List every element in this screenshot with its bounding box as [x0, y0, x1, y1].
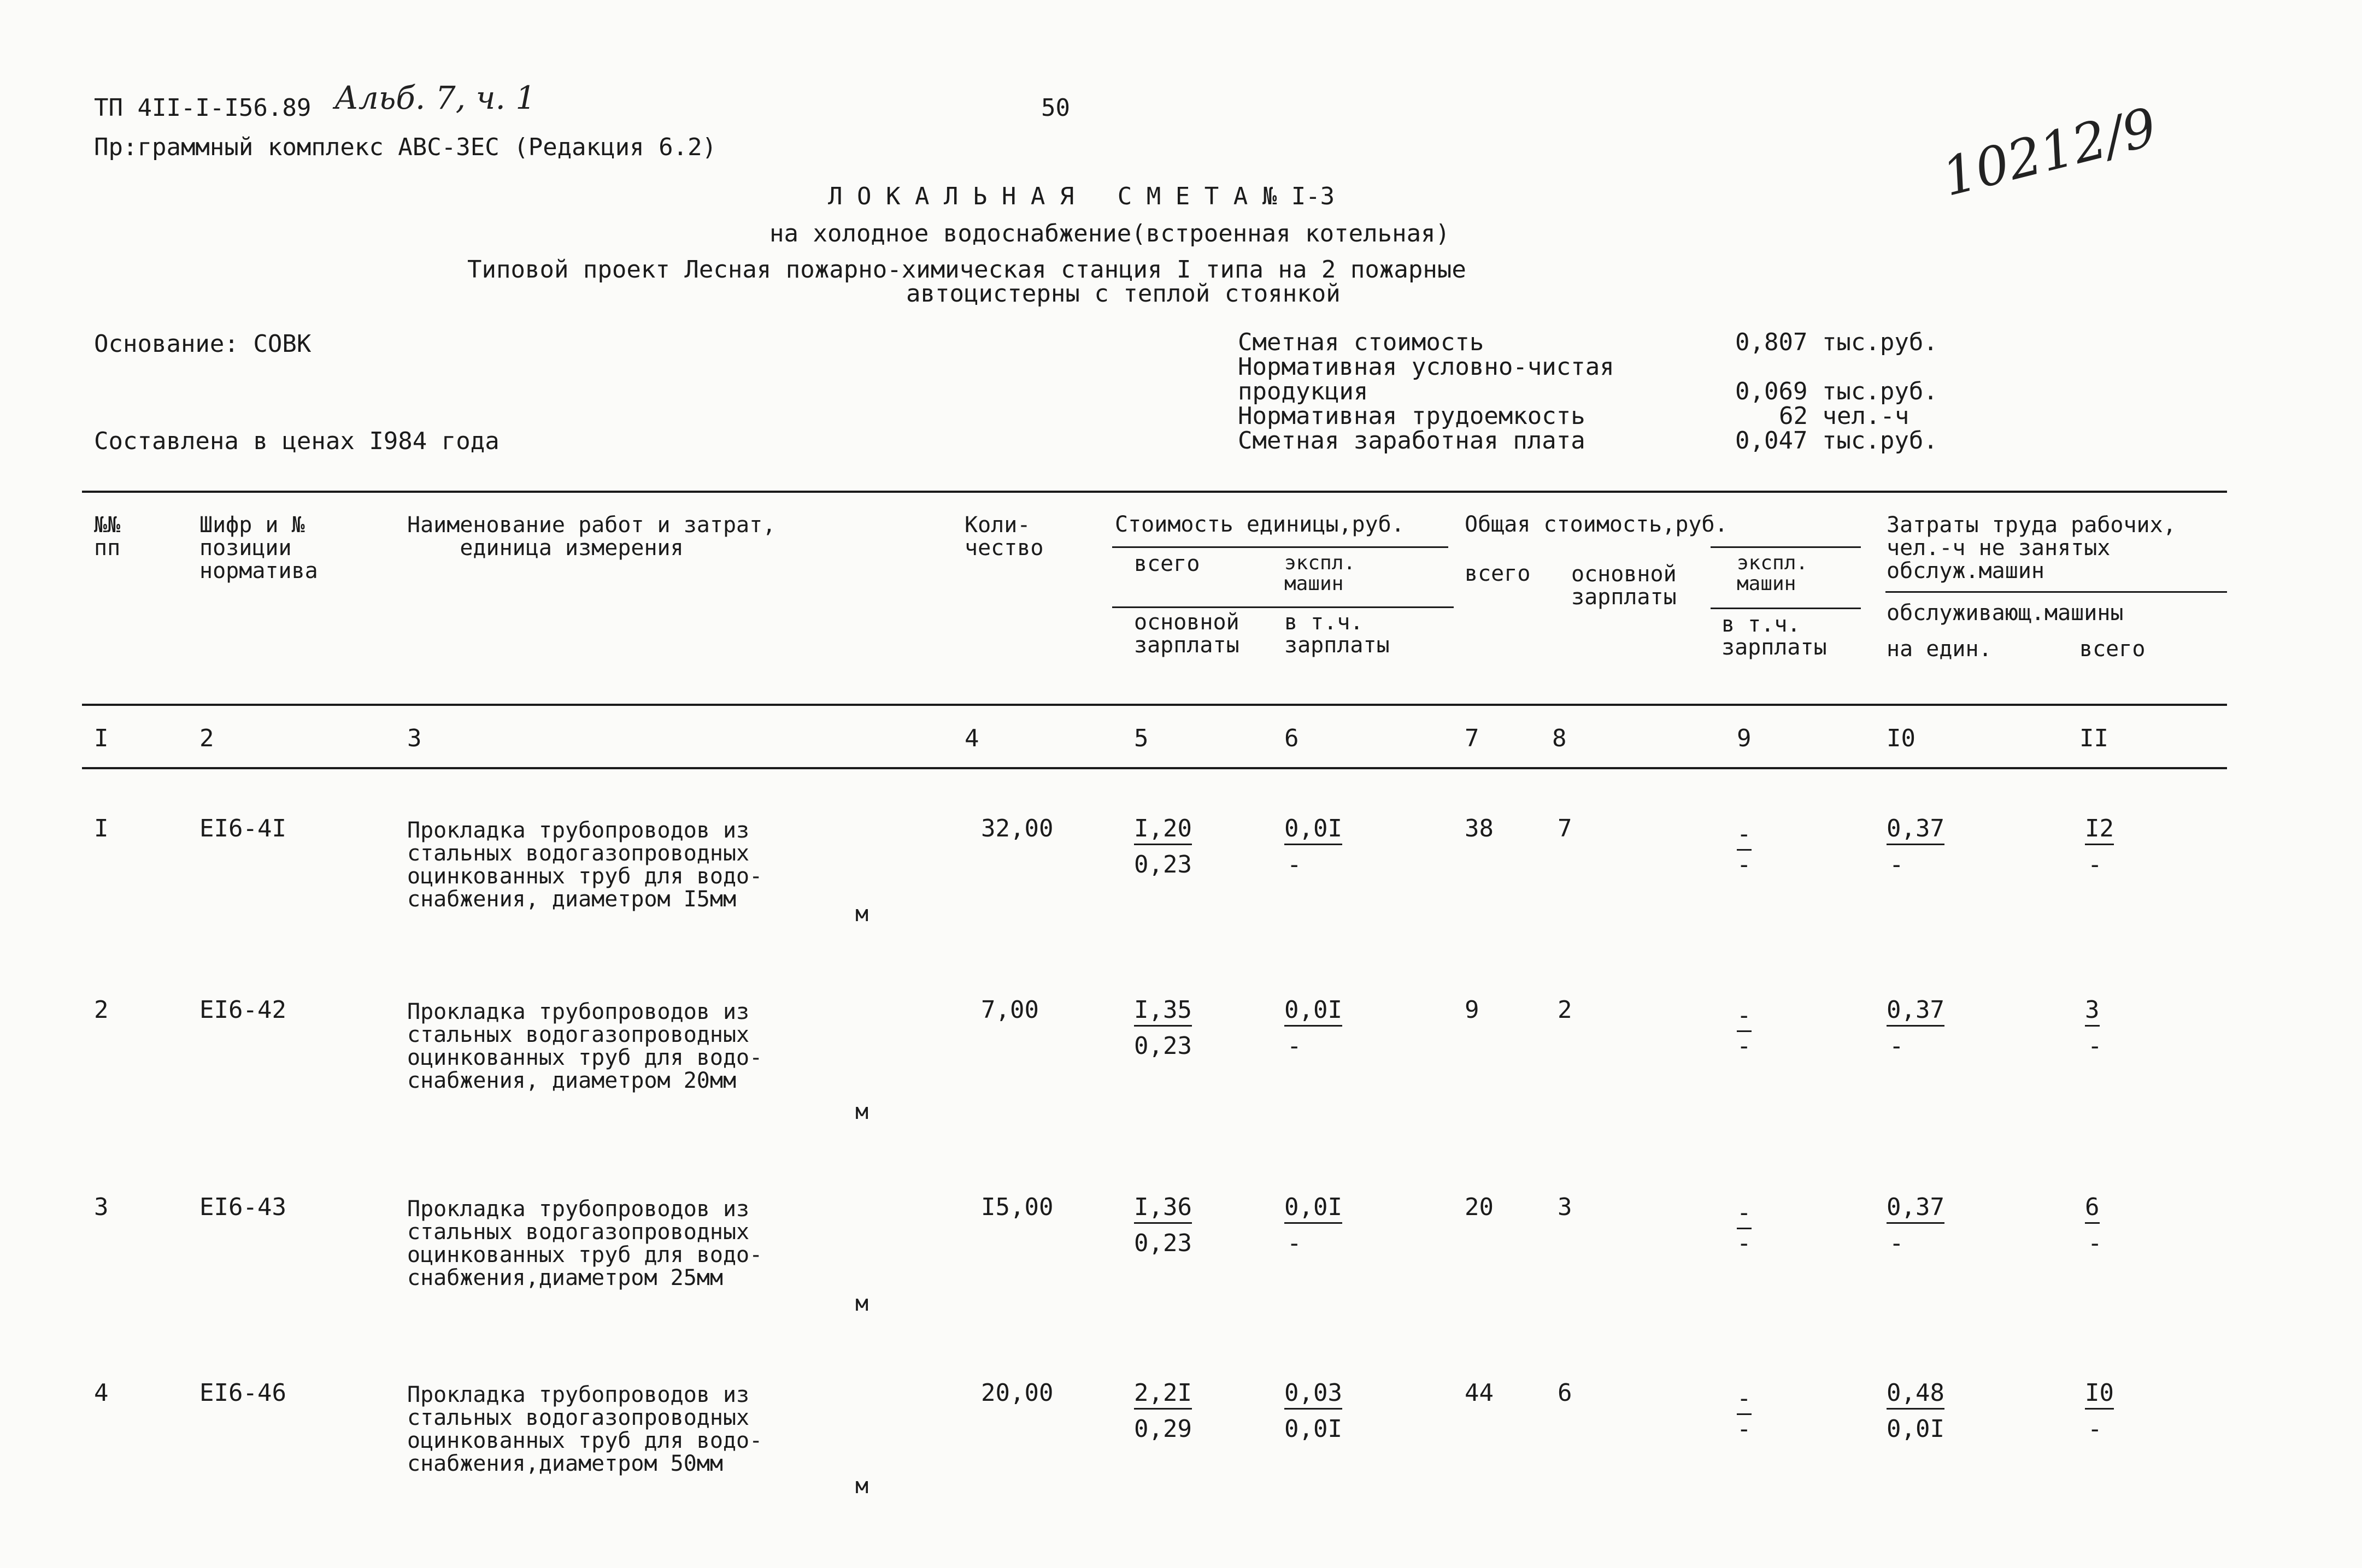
labor-total: I2	[2085, 815, 2114, 845]
rule-ekspl	[1711, 546, 1861, 548]
labor-per-unit: 0,48	[1887, 1379, 1944, 1410]
labor-per-unit: 0,37	[1887, 996, 1944, 1027]
basis: Основание: СОВК	[94, 330, 312, 358]
header-col1: №№ пп	[94, 512, 121, 561]
unit-cost-wage: 0,23	[1134, 1229, 1192, 1257]
labor-machine-per-unit: 0,0I	[1887, 1415, 1944, 1443]
labor-total: 6	[2085, 1193, 2100, 1224]
software-line: Пр:граммный комплекс АВС-3ЕС (Редакция 6.2)	[94, 133, 717, 161]
summary-label: Сметная стоимость	[1238, 328, 1484, 356]
unit-cost-machine-wage: -	[1287, 1032, 1302, 1060]
total-cost: 44	[1465, 1379, 1494, 1407]
row-code: EI6-4I	[199, 815, 286, 842]
total-machine-wage: -	[1737, 1032, 1752, 1060]
row-number: I	[94, 815, 109, 842]
handwritten-album-note: Альб. 7, ч. 1	[334, 79, 536, 116]
labor-machine-per-unit: -	[1889, 1032, 1904, 1060]
page-number: 50	[1041, 94, 1070, 122]
rule-labor	[1885, 591, 2227, 593]
header-osnovnoy2: основной зарплаты	[1571, 562, 1677, 610]
colnum-1: I	[94, 724, 109, 752]
total-cost: 9	[1465, 996, 1479, 1024]
total-wage: 3	[1558, 1193, 1572, 1221]
header-bottom-rule	[82, 704, 2227, 706]
header-osnovnoy1: основной зарплаты	[1134, 610, 1239, 658]
row-number: 3	[94, 1193, 109, 1221]
unit-cost-total: I,20	[1134, 815, 1192, 845]
total-machine: -	[1737, 1199, 1752, 1229]
row-name: Прокладка трубопроводов из стальных водогазопроводных оцинкованных труб для водо- снабжения, диаметром 20мм	[407, 999, 763, 1093]
row-code: EI6-42	[199, 996, 286, 1024]
header-col2: Шифр и № позиции норматива	[199, 512, 318, 583]
row-unit: м	[855, 1473, 869, 1499]
header-na-edin: на един.	[1887, 636, 1992, 662]
project-title-line1: Типовой проект Лесная пожарно-химическая станция I типа на 2 пожарные	[467, 256, 1466, 284]
header-labor: Затраты труда рабочих, чел.-ч не занятых обслуж.машин	[1887, 512, 2176, 583]
row-qty: 32,00	[981, 815, 1054, 842]
total-machine: -	[1737, 1001, 1752, 1032]
labor-machine-per-unit: -	[1889, 1229, 1904, 1257]
doc-code: ТП 4II-I-I56.89	[94, 94, 312, 122]
labor-total: I0	[2085, 1379, 2114, 1410]
labor-total: 3	[2085, 996, 2100, 1027]
colnum-bottom-rule	[82, 767, 2227, 769]
row-code: EI6-43	[199, 1193, 286, 1221]
header-col3: Наименование работ и затрат, единица измерения	[407, 512, 776, 561]
total-machine-wage: -	[1737, 1229, 1752, 1257]
summary-value: 0,069 тыс.руб.	[1735, 378, 1938, 405]
prices-year: Составлена в ценах I984 года	[94, 427, 500, 455]
colnum-7: 7	[1465, 724, 1479, 752]
estimate-subject: на холодное водоснабжение(встроенная котельная)	[769, 220, 1450, 247]
colnum-8: 8	[1552, 724, 1567, 752]
rule-unit-sub	[1112, 606, 1454, 608]
total-machine: -	[1737, 1384, 1752, 1415]
handwritten-inventory-number: 10212/9	[1936, 96, 2163, 208]
total-machine-wage: -	[1737, 851, 1752, 879]
row-qty: 7,00	[981, 996, 1039, 1024]
summary-value: 0,807 тыс.руб.	[1735, 328, 1938, 356]
total-cost: 38	[1465, 815, 1494, 842]
row-name: Прокладка трубопроводов из стальных водогазопроводных оцинкованных труб для водо- снабжения, диаметром I5мм	[407, 818, 763, 912]
colnum-9: 9	[1737, 724, 1752, 752]
summary-label: Нормативная условно-чистая	[1238, 353, 1614, 381]
rule-ekspl-sub	[1711, 608, 1861, 609]
row-name: Прокладка трубопроводов из стальных водогазопроводных оцинкованных труб для водо- снабжения,диаметром 50мм	[407, 1382, 763, 1476]
labor-per-unit: 0,37	[1887, 815, 1944, 845]
unit-cost-machine: 0,0I	[1284, 815, 1342, 845]
unit-cost-machine-wage: 0,0I	[1284, 1415, 1342, 1443]
row-unit: м	[855, 901, 869, 927]
header-unit-cost: Стоимость единицы,руб.	[1115, 512, 1405, 537]
colnum-2: 2	[199, 724, 214, 752]
labor-machine-total: -	[2088, 1032, 2102, 1060]
unit-cost-machine-wage: -	[1287, 1229, 1302, 1257]
colnum-6: 6	[1284, 724, 1299, 752]
colnum-3: 3	[407, 724, 422, 752]
unit-cost-wage: 0,23	[1134, 851, 1192, 879]
header-vsego1: всего	[1134, 551, 1200, 576]
row-code: EI6-46	[199, 1379, 286, 1407]
summary-label: Сметная заработная плата	[1238, 427, 1585, 455]
summary-value: 0,047 тыс.руб.	[1735, 427, 1938, 455]
unit-cost-wage: 0,29	[1134, 1415, 1192, 1443]
total-wage: 7	[1558, 815, 1572, 842]
unit-cost-wage: 0,23	[1134, 1032, 1192, 1060]
unit-cost-machine-wage: -	[1287, 851, 1302, 879]
row-qty: I5,00	[981, 1193, 1054, 1221]
colnum-10: I0	[1887, 724, 1916, 752]
row-name: Прокладка трубопроводов из стальных водогазопроводных оцинкованных труб для водо- снабжения,диаметром 25мм	[407, 1196, 763, 1290]
total-cost: 20	[1465, 1193, 1494, 1221]
unit-cost-total: I,36	[1134, 1193, 1192, 1224]
header-col4: Коли- чество	[965, 512, 1044, 561]
row-number: 4	[94, 1379, 109, 1407]
row-unit: м	[855, 1291, 869, 1316]
row-number: 2	[94, 996, 109, 1024]
labor-machine-total: -	[2088, 851, 2102, 879]
colnum-4: 4	[965, 724, 979, 752]
colnum-11: II	[2079, 724, 2108, 752]
labor-per-unit: 0,37	[1887, 1193, 1944, 1224]
summary-value: 62 чел.-ч	[1779, 402, 1909, 430]
labor-machine-total: -	[2088, 1415, 2102, 1443]
estimate-heading: Л О К А Л Ь Н А Я С М Е Т А № I-3	[828, 182, 1335, 210]
header-ekspl2: экспл. машин	[1737, 552, 1808, 595]
summary-label: Нормативная трудоемкость	[1238, 402, 1585, 430]
header-total-cost: Общая стоимость,руб.	[1465, 512, 1728, 537]
total-wage: 2	[1558, 996, 1572, 1024]
unit-cost-machine: 0,0I	[1284, 1193, 1342, 1224]
header-vtch1: в т.ч. зарплаты	[1284, 610, 1390, 658]
header-vtch2: в т.ч. зарплаты	[1721, 612, 1827, 660]
total-wage: 6	[1558, 1379, 1572, 1407]
total-machine: -	[1737, 820, 1752, 851]
header-ekspl1: экспл. машин	[1284, 552, 1356, 595]
table-top-rule	[82, 491, 2227, 493]
row-qty: 20,00	[981, 1379, 1054, 1407]
unit-cost-total: 2,2I	[1134, 1379, 1192, 1410]
header-vsego3: всего	[2079, 636, 2146, 662]
header-vsego2: всего	[1465, 561, 1531, 586]
colnum-5: 5	[1134, 724, 1149, 752]
total-machine-wage: -	[1737, 1415, 1752, 1443]
labor-machine-total: -	[2088, 1229, 2102, 1257]
rule-unit-cost	[1112, 546, 1448, 548]
unit-cost-machine: 0,03	[1284, 1379, 1342, 1410]
project-title-line2: автоцистерны с теплой стоянкой	[906, 280, 1341, 308]
unit-cost-total: I,35	[1134, 996, 1192, 1027]
summary-label: продукция	[1238, 378, 1368, 405]
unit-cost-machine: 0,0I	[1284, 996, 1342, 1027]
labor-machine-per-unit: -	[1889, 851, 1904, 879]
header-obsluzh: обслуживающ.машины	[1887, 600, 2124, 626]
row-unit: м	[855, 1099, 869, 1124]
